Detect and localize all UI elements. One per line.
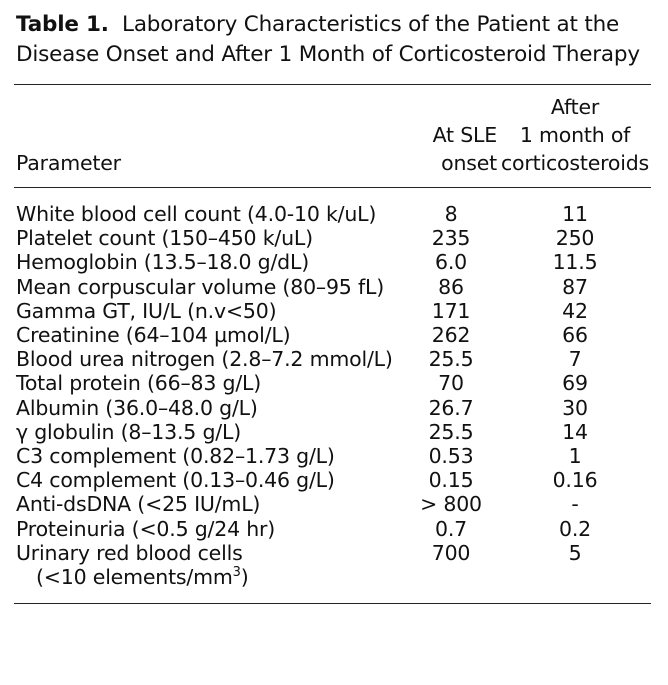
row-after-value: 14 xyxy=(562,419,588,444)
row-after-value: - xyxy=(571,492,579,517)
row-after-value: 5 xyxy=(568,540,582,565)
lab-table-body xyxy=(14,188,651,589)
row-onset-value: 25.5 xyxy=(428,419,474,444)
row-after-value: 42 xyxy=(562,298,588,323)
row-after-value: 69 xyxy=(562,371,588,396)
row-after-value: 11.5 xyxy=(552,250,598,275)
table-row xyxy=(14,468,651,492)
row-onset-value: 700 xyxy=(431,540,471,565)
row-parameter xyxy=(14,541,403,589)
row-parameter: C3 complement (0.82–1.73 g/L) xyxy=(16,444,335,469)
table-row xyxy=(14,188,651,226)
row-after-value: 1 xyxy=(568,444,582,469)
row-onset-value: > 800 xyxy=(420,492,482,517)
row-parameter: Total protein (66–83 g/L) xyxy=(16,371,262,396)
table-row xyxy=(14,371,651,395)
header-onset-line1: At SLE xyxy=(432,123,497,147)
row-onset-value: 6.0 xyxy=(434,250,467,275)
row-parameter: γ globulin (8–13.5 g/L) xyxy=(16,419,241,444)
urinary-rbc-range-exponent: 3 xyxy=(232,565,241,581)
table-row xyxy=(14,492,651,516)
caption-title-line2: Disease Onset and After 1 Month of Corticosteroid Therapy xyxy=(16,42,640,67)
row-parameter: Mean corpuscular volume (80–95 fL) xyxy=(16,274,384,299)
row-onset-value: 0.15 xyxy=(428,468,474,493)
table-row xyxy=(14,275,651,299)
table-header xyxy=(14,85,651,177)
lab-table xyxy=(14,85,651,177)
table-row xyxy=(14,420,651,444)
table-row xyxy=(14,444,651,468)
urinary-rbc-range-text: (<10 elements/mm xyxy=(36,565,233,590)
row-after-value: 7 xyxy=(568,347,582,372)
table-row xyxy=(14,517,651,541)
header-row-1 xyxy=(14,85,651,121)
row-onset-value: 235 xyxy=(431,226,471,251)
row-onset-value: 0.53 xyxy=(428,444,474,469)
table-row xyxy=(14,250,651,274)
bottom-rule xyxy=(14,603,651,604)
header-onset-line2: onset xyxy=(441,151,497,175)
table-body xyxy=(14,188,651,589)
row-after-value: 0.16 xyxy=(552,468,598,493)
row-parameter: Blood urea nitrogen (2.8–7.2 mmol/L) xyxy=(16,347,393,372)
row-after-value: 87 xyxy=(562,274,588,299)
row-after-value: 0.2 xyxy=(558,516,591,541)
header-after-line3: corticosteroids xyxy=(500,151,650,175)
row-onset-value: 262 xyxy=(431,323,471,348)
row-parameter: Hemoglobin (13.5–18.0 g/dL) xyxy=(16,250,310,275)
row-onset-value: 70 xyxy=(438,371,464,396)
row-after-value: 11 xyxy=(562,202,588,226)
row-parameter: Platelet count (150–450 k/uL) xyxy=(16,226,313,251)
row-onset-value: 0.7 xyxy=(434,516,467,541)
row-onset-value: 86 xyxy=(438,274,464,299)
header-after-line1: After xyxy=(550,95,600,119)
row-after-value: 250 xyxy=(555,226,595,251)
row-parameter: Creatinine (64–104 µmol/L) xyxy=(16,323,291,348)
urinary-rbc-range-close: ) xyxy=(240,565,249,590)
row-after-value: 66 xyxy=(562,323,588,348)
table-caption xyxy=(16,10,654,70)
table-row xyxy=(14,396,651,420)
urinary-rbc-label: Urinary red blood cells xyxy=(16,540,243,565)
table-row xyxy=(14,299,651,323)
row-onset-value: 171 xyxy=(431,298,471,323)
caption-label: Table 1. xyxy=(16,12,109,37)
row-parameter: Anti-dsDNA (<25 IU/mL) xyxy=(16,492,261,517)
row-parameter: White blood cell count (4.0-10 k/uL) xyxy=(16,202,377,226)
table-row xyxy=(14,226,651,250)
caption-line-1 xyxy=(16,10,654,40)
row-parameter: C4 complement (0.13–0.46 g/L) xyxy=(16,468,335,493)
row-after-value: 30 xyxy=(562,395,588,420)
row-onset-value: 26.7 xyxy=(428,395,474,420)
header-row-3 xyxy=(14,149,651,177)
header-row-2 xyxy=(14,121,651,149)
header-after-line2: 1 month of xyxy=(519,123,631,147)
table-row xyxy=(14,323,651,347)
table-row-urinary-rbc xyxy=(14,541,651,589)
caption-title-line1: Laboratory Characteristics of the Patient at the xyxy=(122,12,620,37)
row-onset-value: 25.5 xyxy=(428,347,474,372)
row-parameter: Albumin (36.0–48.0 g/L) xyxy=(16,395,258,420)
urinary-rbc-range xyxy=(16,565,403,589)
row-parameter: Gamma GT, IU/L (n.v<50) xyxy=(16,298,277,323)
row-parameter: Proteinuria (<0.5 g/24 hr) xyxy=(16,516,276,541)
table-row xyxy=(14,347,651,371)
row-onset-value: 8 xyxy=(444,202,458,226)
header-parameter: Parameter xyxy=(16,151,121,175)
